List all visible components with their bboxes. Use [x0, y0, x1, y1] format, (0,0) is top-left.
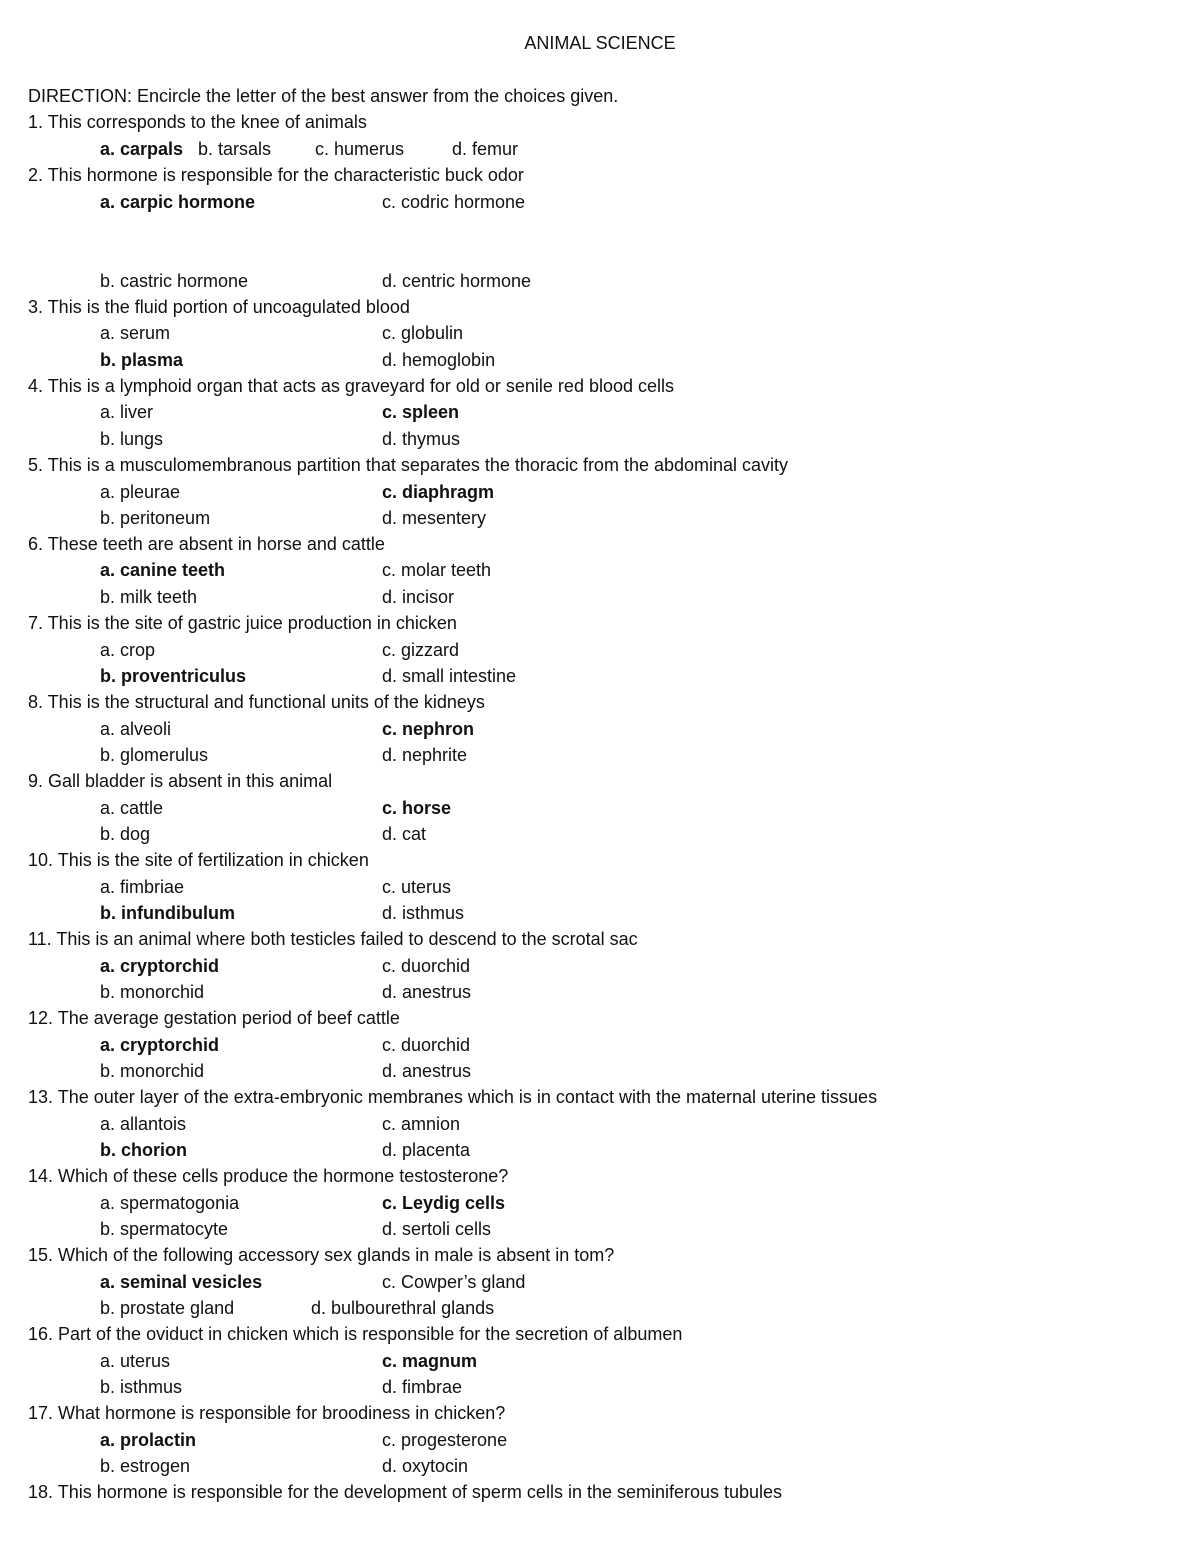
q3-option-c: c. globulin	[382, 323, 464, 343]
question-3: 3. This is the fluid portion of uncoagulated blood	[28, 297, 410, 317]
question-4: 4. This is a lymphoid organ that acts as graveyard for old or senile red blood cells	[28, 376, 675, 396]
q17-option-d: d. oxytocin	[382, 1456, 469, 1476]
q6-option-b: b. milk teeth	[100, 587, 198, 607]
q1-option-a: a. carpals	[100, 139, 184, 159]
q14-option-a: a. spermatogonia	[100, 1193, 240, 1213]
q7-option-b: b. proventriculus	[100, 666, 247, 686]
q11-option-c: c. duorchid	[382, 956, 471, 976]
question-11: 11. This is an animal where both testicles failed to descend to the scrotal sac	[28, 929, 638, 949]
question-16: 16. Part of the oviduct in chicken which is responsible for the secretion of albumen	[28, 1324, 683, 1344]
q2-option-d: d. centric hormone	[382, 271, 532, 291]
q11-option-d: d. anestrus	[382, 982, 472, 1002]
q12-option-a: a. cryptorchid	[100, 1035, 220, 1055]
q9-option-a: a. cattle	[100, 798, 164, 818]
q16-option-c: c. magnum	[382, 1351, 478, 1371]
q5-option-a: a. pleurae	[100, 482, 181, 502]
q13-option-a: a. allantois	[100, 1114, 187, 1134]
page-title: ANIMAL SCIENCE	[524, 33, 676, 53]
q4-option-a: a. liver	[100, 402, 154, 422]
question-14: 14. Which of these cells produce the hormone testosterone?	[28, 1166, 509, 1186]
q5-option-c: c. diaphragm	[382, 482, 495, 502]
q13-option-c: c. amnion	[382, 1114, 461, 1134]
q12-option-b: b. monorchid	[100, 1061, 205, 1081]
question-1: 1. This corresponds to the knee of animals	[28, 112, 367, 132]
question-5: 5. This is a musculomembranous partition that separates the thoracic from the abdominal cavity	[28, 455, 789, 475]
q11-option-b: b. monorchid	[100, 982, 205, 1002]
q14-option-b: b. spermatocyte	[100, 1219, 229, 1239]
question-13: 13. The outer layer of the extra-embryonic membranes which is in contact with the maternal uterine tissues	[28, 1087, 878, 1107]
q1-option-c: c. humerus	[315, 139, 405, 159]
q5-option-b: b. peritoneum	[100, 508, 211, 528]
question-12: 12. The average gestation period of beef cattle	[28, 1008, 400, 1028]
q17-option-c: c. progesterone	[382, 1430, 508, 1450]
q1-option-b: b. tarsals	[198, 139, 272, 159]
q9-option-d: d. cat	[382, 824, 427, 844]
question-2: 2. This hormone is responsible for the characteristic buck odor	[28, 165, 524, 185]
q12-option-d: d. anestrus	[382, 1061, 472, 1081]
q6-option-c: c. molar teeth	[382, 560, 492, 580]
q4-option-c: c. spleen	[382, 402, 460, 422]
q1-option-d: d. femur	[452, 139, 519, 159]
q4-option-b: b. lungs	[100, 429, 164, 449]
q10-option-d: d. isthmus	[382, 903, 465, 923]
q13-option-d: d. placenta	[382, 1140, 471, 1160]
q8-option-b: b. glomerulus	[100, 745, 209, 765]
q10-option-a: a. fimbriae	[100, 877, 185, 897]
q15-option-d: d. bulbourethral glands	[311, 1298, 495, 1318]
q2-option-b: b. castric hormone	[100, 271, 249, 291]
question-8: 8. This is the structural and functional units of the kidneys	[28, 692, 485, 712]
q13-option-b: b. chorion	[100, 1140, 187, 1160]
q8-option-a: a. alveoli	[100, 719, 172, 739]
q7-option-d: d. small intestine	[382, 666, 517, 686]
q6-option-d: d. incisor	[382, 587, 455, 607]
q3-option-a: a. serum	[100, 323, 171, 343]
q15-option-c: c. Cowper’s gland	[382, 1272, 526, 1292]
question-18: 18. This hormone is responsible for the development of sperm cells in the seminiferous tubules	[28, 1482, 783, 1502]
q9-option-b: b. dog	[100, 824, 151, 844]
q12-option-c: c. duorchid	[382, 1035, 471, 1055]
q2-option-a: a. carpic hormone	[100, 192, 256, 212]
question-10: 10. This is the site of fertilization in chicken	[28, 850, 369, 870]
q10-option-c: c. uterus	[382, 877, 452, 897]
q17-option-a: a. prolactin	[100, 1430, 197, 1450]
q8-option-d: d. nephrite	[382, 745, 468, 765]
q11-option-a: a. cryptorchid	[100, 956, 220, 976]
question-15: 15. Which of the following accessory sex glands in male is absent in tom?	[28, 1245, 615, 1265]
direction-text: DIRECTION: Encircle the letter of the best answer from the choices given.	[28, 86, 619, 106]
q14-option-c: c. Leydig cells	[382, 1193, 506, 1213]
q2-option-c: c. codric hormone	[382, 192, 526, 212]
q15-option-a: a. seminal vesicles	[100, 1272, 263, 1292]
question-7: 7. This is the site of gastric juice production in chicken	[28, 613, 457, 633]
q16-option-a: a. uterus	[100, 1351, 171, 1371]
q16-option-b: b. isthmus	[100, 1377, 183, 1397]
q3-option-d: d. hemoglobin	[382, 350, 496, 370]
q7-option-c: c. gizzard	[382, 640, 460, 660]
q5-option-d: d. mesentery	[382, 508, 487, 528]
q8-option-c: c. nephron	[382, 719, 475, 739]
question-17: 17. What hormone is responsible for broodiness in chicken?	[28, 1403, 506, 1423]
q9-option-c: c. horse	[382, 798, 452, 818]
question-6: 6. These teeth are absent in horse and cattle	[28, 534, 385, 554]
q10-option-b: b. infundibulum	[100, 903, 235, 923]
q3-option-b: b. plasma	[100, 350, 184, 370]
q17-option-b: b. estrogen	[100, 1456, 191, 1476]
q4-option-d: d. thymus	[382, 429, 461, 449]
q6-option-a: a. canine teeth	[100, 560, 226, 580]
q7-option-a: a. crop	[100, 640, 156, 660]
q14-option-d: d. sertoli cells	[382, 1219, 492, 1239]
q15-option-b: b. prostate gland	[100, 1298, 235, 1318]
question-9: 9. Gall bladder is absent in this animal	[28, 771, 333, 791]
q16-option-d: d. fimbrae	[382, 1377, 463, 1397]
